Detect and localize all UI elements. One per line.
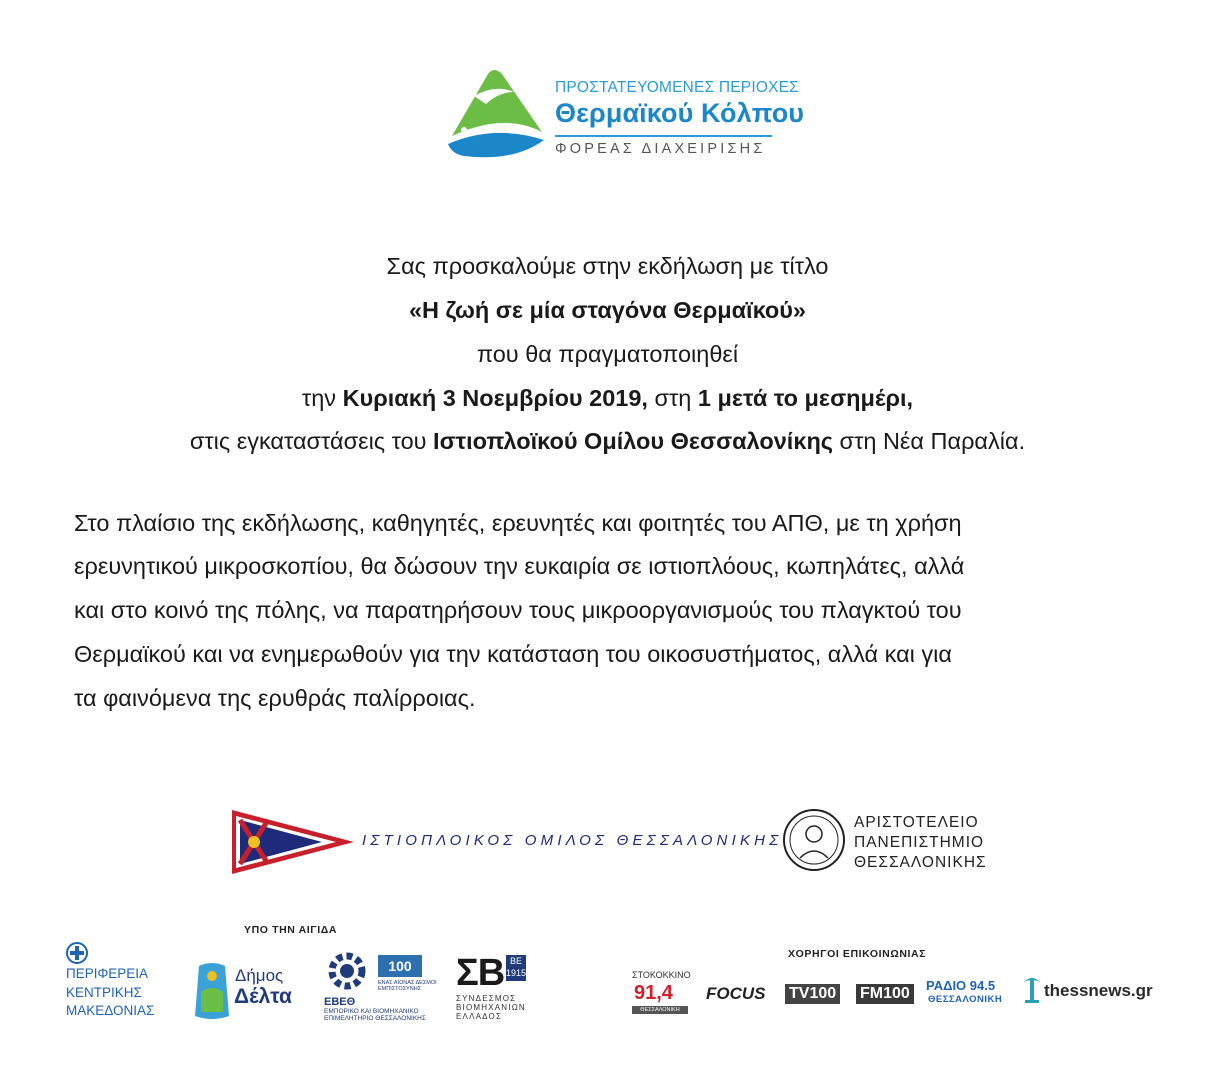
event-time: 1 μετά το μεσημέρι, bbox=[697, 385, 914, 411]
aegis-heading: ΥΠΟ ΤΗΝ ΑΙΓΙΔΑ bbox=[244, 924, 338, 936]
venue-suffix: στη Νέα Παραλία. bbox=[833, 428, 1026, 454]
delta-label-big: Δέλτα bbox=[234, 985, 292, 1008]
sailing-club-pennant-icon bbox=[232, 810, 354, 874]
auth-name-line: ΘΕΣΣΑΛΟΝΙΚΗΣ bbox=[854, 854, 987, 871]
event-title: «Η ζωή σε μία σταγόνα Θερμαϊκού» bbox=[408, 297, 807, 323]
region-line: ΠΕΡΙΦΕΡΕΙΑ bbox=[66, 966, 149, 981]
stokokkino-city: ΘΕΣΣΑΛΟΝΙΚΗ bbox=[632, 1006, 688, 1014]
stokokkino-label: ΣΤΟΚΟΚΚΙΝΟ bbox=[632, 970, 691, 980]
description-line: Στο πλαίσιο της εκδήλωσης, καθηγητές, ερευνητές και φοιτητές του ΑΠΘ, με τη χρήση bbox=[74, 510, 962, 536]
description-line: Θερμαϊκού και να ενημερωθούν για την κατάσταση του οικοσυστήματος, αλλά και για bbox=[74, 641, 952, 667]
invitation-line-3: που θα πραγματοποιηθεί bbox=[476, 341, 739, 367]
sbbe-description: ΣΥΝΔΕΣΜΟΣ ΒΙΟΜΗΧΑΝΙΩΝ ΕΛΛΑΔΟΣ bbox=[456, 994, 526, 1021]
greek-emblem-icon bbox=[65, 940, 89, 966]
region-line: ΜΑΚΕΔΟΝΙΑΣ bbox=[66, 1003, 155, 1018]
sbbe-badge: ΒΕ 1915 bbox=[506, 955, 526, 981]
event-date: Κυριακή 3 Νοεμβρίου 2019, bbox=[342, 385, 648, 411]
auth-seal-icon bbox=[782, 808, 846, 872]
sailing-club-name: ΙΣΤΙΟΠΛΟΙΚΟΣ ΟΜΙΛΟΣ ΘΕΣΣΑΛΟΝΙΚΗΣ bbox=[362, 832, 783, 849]
auth-name-line: ΠΑΝΕΠΙΣΤΗΜΙΟ bbox=[854, 834, 985, 851]
ebeth-anniversary-text: ΕΝΑΣ ΑΙΩΝΑΣ ΔΕΣΜΟΙ ΕΜΠΙΣΤΟΣΥΝΗΣ bbox=[378, 980, 437, 992]
ebeth-description: ΕΜΠΟΡΙΚΟ ΚΑΙ ΒΙΟΜΗΧΑΝΙΚΟ ΕΠΙΜΕΛΗΤΗΡΙΟ ΘΕΣΣΑΛΟΝΙΚΗΣ bbox=[324, 1008, 426, 1022]
media-sponsors-heading: ΧΟΡΗΓΟΙ ΕΠΙΚΟΙΝΩΝΙΑΣ bbox=[788, 948, 927, 960]
date-prefix: την bbox=[301, 385, 343, 411]
delta-label-small: Δήμος bbox=[235, 966, 284, 985]
radio-945-city: ΘΕΣΣΑΛΟΝΙΚΗ bbox=[928, 994, 1003, 1005]
logo-divider bbox=[555, 135, 772, 137]
invitation-intro: Σας προσκαλούμε στην εκδήλωση με τίτλο bbox=[386, 253, 829, 279]
delta-municipality-logo-icon bbox=[193, 962, 231, 1020]
event-venue: Ιστιοπλοϊκού Ομίλου Θεσσαλονίκης bbox=[433, 428, 834, 454]
description-line: και στο κοινό της πόλης, να παρατηρήσουν τους μικροοργανισμούς του πλαγκτού του bbox=[74, 597, 962, 623]
focus-radio-logo: FOCUS bbox=[706, 984, 766, 1003]
description-line: τα φαινόμενα της ερυθράς παλίρροιας. bbox=[74, 685, 476, 711]
logo-bottom-text: ΦΟΡΕΑΣ ΔΙΑΧΕΙΡΙΣΗΣ bbox=[555, 141, 766, 157]
description-line: ερευνητικού μικροσκοπίου, θα δώσουν την ευκαιρία σε ιστιοπλόους, κωπηλάτες, αλλά bbox=[74, 553, 965, 579]
logo-main-text: Θερμαϊκού Κόλπου bbox=[555, 98, 805, 128]
thermaikos-protected-areas-logo-icon bbox=[444, 66, 546, 158]
event-date-line bbox=[0, 385, 1215, 412]
thessnews-logo-text: thessnews.gr bbox=[1044, 981, 1153, 1000]
radio-945-label: ΡΑΔΙΟ 94.5 bbox=[926, 978, 996, 993]
region-line: ΚΕΝΤΡΙΚΗΣ bbox=[66, 985, 142, 1000]
stokokkino-frequency: 91,4 bbox=[634, 982, 673, 1004]
tv100-logo: TV100 bbox=[785, 984, 840, 1004]
logo-top-text: ΠΡΟΣΤΑΤΕΥΟΜΕΝΕΣ ΠΕΡΙΟΧΕΣ bbox=[555, 79, 799, 96]
ebeth-name: ΕΒΕΘ bbox=[324, 996, 356, 1008]
fm100-logo: FM100 bbox=[856, 984, 914, 1004]
thessnews-logo-icon bbox=[1022, 974, 1042, 1004]
auth-name-line: ΑΡΙΣΤΟΤΕΛΕΙΟ bbox=[854, 814, 979, 831]
ebeth-anniversary-badge: 100 bbox=[378, 955, 422, 977]
sbbe-logo: ΣΒ bbox=[456, 952, 505, 994]
gear-icon bbox=[324, 948, 370, 994]
event-venue-line bbox=[0, 428, 1215, 455]
venue-prefix: στις εγκαταστάσεις του bbox=[189, 428, 434, 454]
date-mid: στη bbox=[647, 385, 698, 411]
